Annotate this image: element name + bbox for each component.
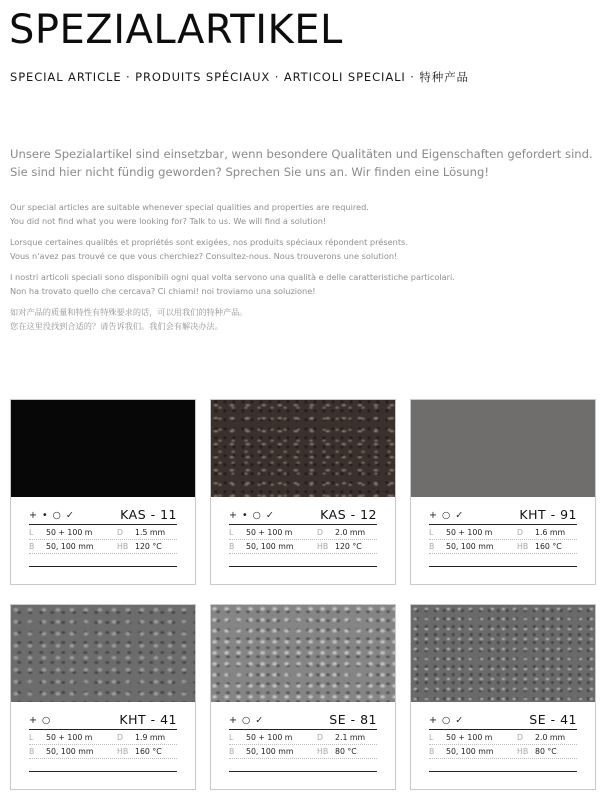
divider [429,566,577,567]
spec-value-thickness: 1.9 mm [135,733,166,742]
spec-value-heat: 120 °C [135,542,162,551]
spec-value-heat: 80 °C [335,747,357,756]
intro-chinese-line-1: 如对产品的质量和特性有特殊要求的话，可以用我们的特种产品。 [10,307,248,317]
spec-value-width: 50, 100 mm [46,747,94,756]
spec-value-length: 50 + 100 m [46,733,93,742]
intro-french [10,235,595,263]
material-swatch [411,605,595,702]
spec-row [229,731,377,745]
page-title: SPEZIALARTIKEL [9,7,343,53]
spec-value-heat: 120 °C [335,542,362,551]
product-card-kht-91 [410,399,596,585]
product-card-kht-41 [10,604,196,790]
spec-value-width: 50, 100 mm [246,542,294,551]
spec-label-width: B [29,747,35,756]
divider [229,524,377,525]
product-code: SE - 41 [529,712,577,727]
spec-label-length: L [429,733,434,742]
product-card-kas-11 [10,399,196,585]
spec-row [429,540,577,554]
intro-english [10,200,595,228]
spec-value-length: 50 + 100 m [46,528,93,537]
intro-italian [10,270,595,298]
divider [229,771,377,772]
intro-italian-line-1: I nostri articoli speciali sono disponibili ogni qual volta servono una qualità e delle caratteristiche particolari. [10,272,455,282]
divider [429,729,577,730]
intro-chinese [10,305,595,333]
divider [29,729,177,730]
property-symbols: + ○ ✓ [429,510,465,521]
spec-row [429,731,577,745]
spec-value-length: 50 + 100 m [446,733,493,742]
divider [29,771,177,772]
spec-row [429,745,577,759]
spec-label-width: B [229,542,235,551]
intro-german-line-1: Unsere Spezialartikel sind einsetzbar, wenn besondere Qualitäten und Eigenschaften gefordert sind. [10,147,593,161]
material-swatch [411,400,595,497]
spec-value-length: 50 + 100 m [246,733,293,742]
spec-row [229,540,377,554]
material-swatch [211,605,395,702]
intro-french-line-1: Lorsque certaines qualités et propriétés sont exigées, nos produits spéciaux répondent présents. [10,237,408,247]
property-symbols: + • ○ ✓ [29,510,75,521]
spec-label-length: L [29,528,34,537]
spec-label-heat: HB [117,747,129,756]
spec-label-width: B [29,542,35,551]
spec-label-length: L [29,733,34,742]
spec-label-width: B [429,747,435,756]
material-swatch [11,400,195,497]
spec-label-thickness: D [317,528,324,537]
product-code: KHT - 91 [519,507,577,522]
spec-label-length: L [229,528,234,537]
spec-row [429,526,577,540]
product-card-se-41 [410,604,596,790]
spec-label-thickness: D [117,733,124,742]
spec-value-length: 50 + 100 m [446,528,493,537]
spec-row [229,745,377,759]
subtitle-languages: SPECIAL ARTICLE · PRODUITS SPÉCIAUX · ARTICOLI SPECIALI · 特种产品 [10,70,469,84]
spec-label-thickness: D [117,528,124,537]
spec-label-heat: HB [117,542,129,551]
spec-row [29,745,177,759]
divider [429,771,577,772]
spec-label-thickness: D [517,528,524,537]
spec-value-width: 50, 100 mm [446,747,494,756]
spec-label-heat: HB [317,542,329,551]
intro-english-line-1: Our special articles are suitable whenever special qualities and properties are required. [10,202,369,212]
material-swatch [11,605,195,702]
product-code: SE - 81 [329,712,377,727]
divider [429,524,577,525]
spec-label-length: L [429,528,434,537]
spec-row [29,540,177,554]
spec-value-thickness: 1.6 mm [535,528,566,537]
spec-label-thickness: D [517,733,524,742]
spec-label-width: B [229,747,235,756]
intro-italian-line-2: Non ha trovato quello che cercava? Ci chiami! noi troviamo una soluzione! [10,286,316,296]
spec-value-width: 50, 100 mm [46,542,94,551]
spec-value-thickness: 2.1 mm [335,733,366,742]
spec-value-thickness: 1.5 mm [135,528,166,537]
intro-french-line-2: Vous n'avez pas trouvé ce que vous cherchiez? Consultez-nous. Nous trouverons une solution! [10,251,398,261]
product-card-se-81 [210,604,396,790]
product-card-kas-12 [210,399,396,585]
spec-value-width: 50, 100 mm [246,747,294,756]
spec-value-width: 50, 100 mm [446,542,494,551]
property-symbols: + ○ ✓ [229,715,265,726]
divider [229,729,377,730]
product-code: KHT - 41 [119,712,177,727]
spec-value-heat: 160 °C [535,542,562,551]
divider [29,524,177,525]
spec-label-width: B [429,542,435,551]
intro-german-line-2: Sie sind hier nicht fündig geworden? Sprechen Sie uns an. Wir finden eine Lösung! [10,165,490,179]
intro-chinese-line-2: 您在这里没找到合适的？请告诉我们。我们会有解决办法。 [10,321,223,331]
divider [29,566,177,567]
spec-value-heat: 80 °C [535,747,557,756]
spec-label-heat: HB [317,747,329,756]
spec-label-thickness: D [317,733,324,742]
spec-label-heat: HB [517,542,529,551]
spec-value-thickness: 2.0 mm [535,733,566,742]
material-swatch [211,400,395,497]
spec-row [229,526,377,540]
intro-german [10,145,595,181]
spec-label-length: L [229,733,234,742]
spec-value-heat: 160 °C [135,747,162,756]
intro-english-line-2: You did not find what you were looking for? Talk to us. We will find a solution! [10,216,327,226]
spec-label-heat: HB [517,747,529,756]
spec-value-thickness: 2.0 mm [335,528,366,537]
divider [229,566,377,567]
property-symbols: + • ○ ✓ [229,510,275,521]
spec-row [29,526,177,540]
property-symbols: + ○ ✓ [429,715,465,726]
product-code: KAS - 12 [320,507,377,522]
product-code: KAS - 11 [120,507,177,522]
property-symbols: + ○ [29,715,52,726]
spec-value-length: 50 + 100 m [246,528,293,537]
spec-row [29,731,177,745]
